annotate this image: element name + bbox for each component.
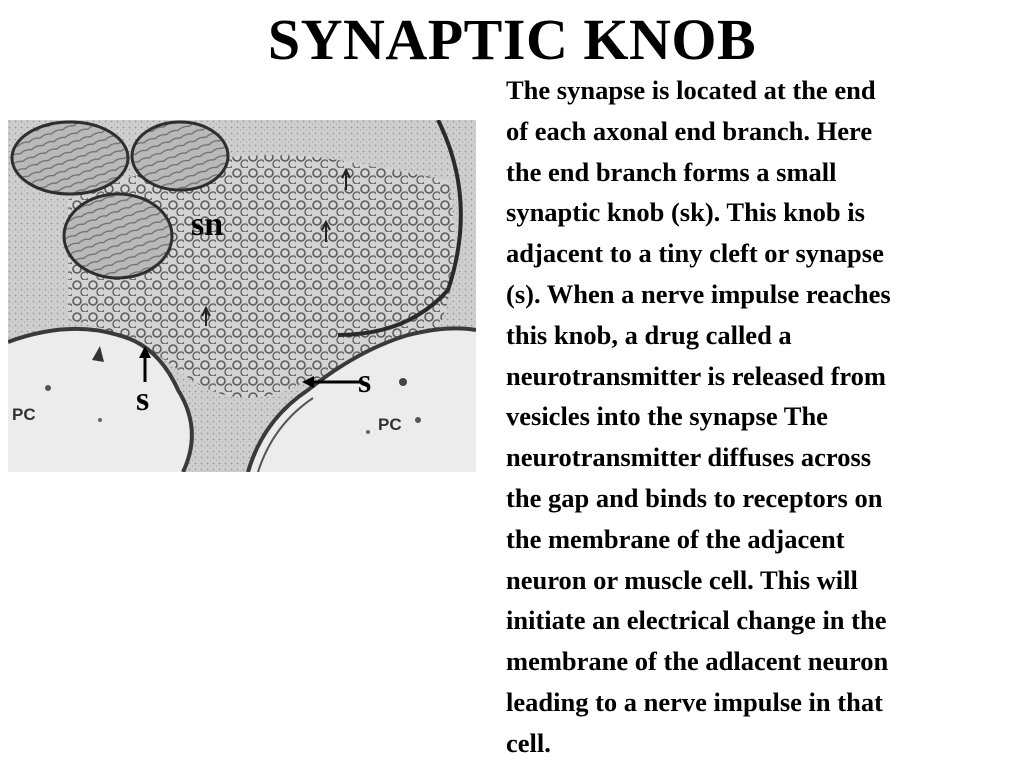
body-line: synaptic knob (sk). This knob is (506, 197, 865, 228)
body-line: the membrane of the adjacent (506, 523, 845, 554)
body-line: neuron or muscle cell. This will (506, 564, 858, 595)
slide-title: SYNAPTIC KNOB (267, 7, 757, 72)
body-line: adjacent to a tiny cleft or synapse (506, 238, 884, 269)
electron-micrograph (8, 120, 476, 472)
body-text (506, 70, 1018, 764)
body-line: cell. (506, 727, 551, 758)
label-pc-right: PC (378, 415, 402, 434)
body-line: The synapse is located at the end (506, 75, 876, 105)
label-sn: sn (191, 206, 224, 243)
body-line: membrane of the adlacent neuron (506, 646, 889, 677)
body-line: (s). When a nerve impulse reaches (506, 278, 891, 309)
body-line: this knob, a drug called a (506, 319, 792, 350)
body-line: of each axonal end branch. Here (506, 115, 873, 146)
body-line: neurotransmitter diffuses across (506, 442, 872, 473)
label-s-right: s (358, 363, 372, 400)
body-line: the end branch forms a small (506, 156, 837, 187)
label-s-left: s (136, 381, 150, 418)
body-line: vesicles into the synapse The (506, 401, 828, 432)
body-line: leading to a nerve impulse in that (506, 686, 883, 717)
body-line: the gap and binds to receptors on (506, 482, 883, 513)
body-line: initiate an electrical change in the (506, 605, 887, 636)
label-pc-left: PC (12, 405, 36, 424)
body-line: neurotransmitter is released from (506, 360, 887, 391)
